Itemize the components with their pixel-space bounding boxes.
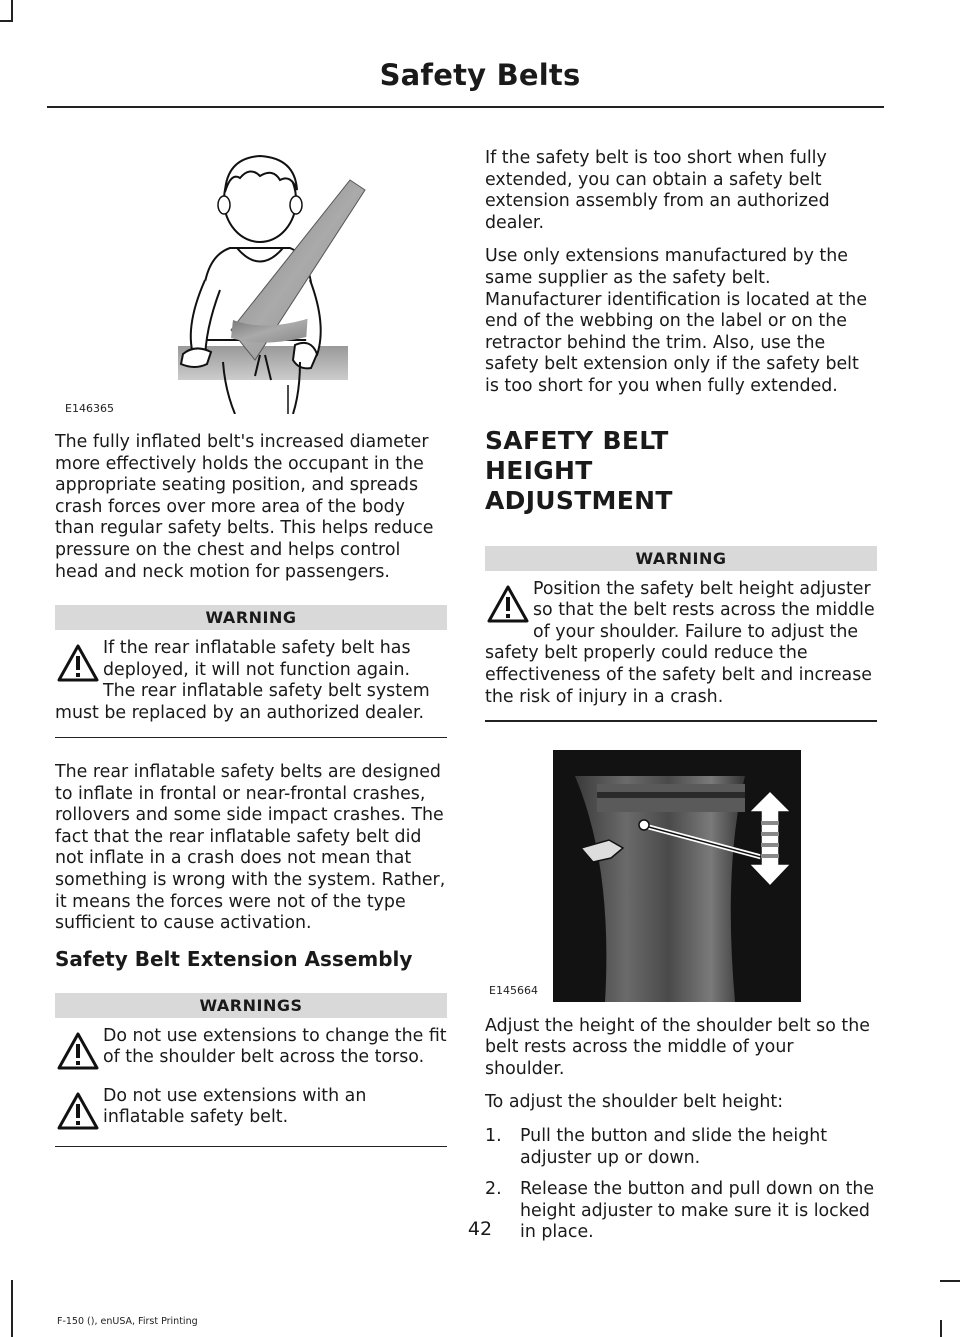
warning-rule	[55, 737, 447, 739]
warning-box-2	[55, 993, 447, 1148]
warning-triangle-icon	[485, 583, 533, 627]
warning-box-3	[485, 546, 877, 722]
footer-text: F-150 (), enUSA, First Printing	[57, 1316, 198, 1327]
step-number: 1.	[485, 1125, 502, 1146]
warning-item	[55, 638, 447, 724]
crop-mark	[0, 20, 13, 22]
warning-text: If the rear inflatable safety belt has deployed, it will not function again. The rear inflatable safety belt system must be replaced by an authorized dealer.	[55, 638, 430, 723]
warning-text: Do not use extensions with an inflatable safety belt.	[103, 1085, 367, 1128]
step-text: Release the button and pull down on the height adjuster to make sure it is locked in place.	[520, 1179, 875, 1243]
paragraph: Adjust the height of the shoulder belt so the belt rests across the middle of your shoulder.	[485, 1015, 870, 1079]
child-with-inflatable-belt-illustration	[55, 140, 447, 414]
step-text: Pull the button and slide the height adjuster up or down.	[520, 1125, 828, 1168]
warning-item	[55, 1026, 447, 1074]
figure-code: E145664	[489, 983, 538, 997]
right-column	[485, 148, 877, 1254]
child-belt-figure	[55, 140, 447, 414]
height-adjuster-figure	[485, 746, 877, 1002]
crop-mark	[940, 1280, 960, 1282]
figure-code: E146365	[65, 402, 114, 415]
warning-item	[485, 579, 877, 709]
left-column	[55, 140, 447, 1171]
warning-box-1	[55, 605, 447, 738]
subheading: Safety Belt Extension Assembly	[55, 946, 413, 971]
warning-triangle-icon	[55, 1030, 103, 1074]
intro-paragraph: The fully inflated belt's increased diameter more effectively holds the occupant in the appropriate seating position, and spreads crash forces over more area of the body than regular safety belts. This helps reduce pressure on the chest and helps control head and neck motion for passengers.	[55, 432, 434, 582]
warning-heading: WARNINGS	[55, 993, 447, 1018]
paragraph: To adjust the shoulder belt height:	[485, 1092, 784, 1113]
section-heading: SAFETY BELT HEIGHT ADJUSTMENT	[485, 425, 673, 515]
paragraph: The rear inflatable safety belts are designed to inflate in frontal or near-frontal crashes, rollovers and some side impact crashes. The fact that the rear inflatable safety belt did not inflate in a crash does not mean that something is wrong with the system. Rather, it means the forces were not of the type sufficient to cause activation.	[55, 762, 446, 934]
page-number: 42	[467, 1218, 493, 1240]
height-adjuster-illustration	[485, 746, 877, 1002]
warning-rule	[55, 1146, 447, 1148]
crop-mark	[11, 1280, 13, 1337]
warning-text: Position the safety belt height adjuster so that the belt rests across the middle of your shoulder. Failure to adjust the safety belt properly could reduce the effectiveness of the safety belt and increase the risk of injury in a crash.	[485, 578, 875, 707]
warning-rule	[485, 720, 877, 722]
warning-item	[55, 1086, 447, 1134]
list-item	[485, 1126, 877, 1169]
warning-triangle-icon	[55, 1090, 103, 1134]
warning-heading: WARNING	[485, 546, 877, 571]
crop-mark	[940, 1320, 942, 1337]
page-title: Safety Belts	[379, 58, 581, 92]
crop-mark	[11, 0, 13, 20]
warning-triangle-icon	[55, 642, 103, 686]
paragraph: If the safety belt is too short when fully extended, you can obtain a safety belt extension assembly from an authorized dealer.	[485, 148, 830, 233]
paragraph: Use only extensions manufactured by the same supplier as the safety belt. Manufacturer identification is located at the end of the webbing on the label or on the retractor behind the trim. Also, use the safety belt extension only if the safety belt is too short for you when fully extended.	[485, 246, 868, 396]
warning-heading: WARNING	[55, 605, 447, 630]
warning-text: Do not use extensions to change the fit of the shoulder belt across the torso.	[103, 1025, 447, 1068]
header-rule	[47, 106, 884, 108]
step-number: 2.	[485, 1179, 502, 1200]
